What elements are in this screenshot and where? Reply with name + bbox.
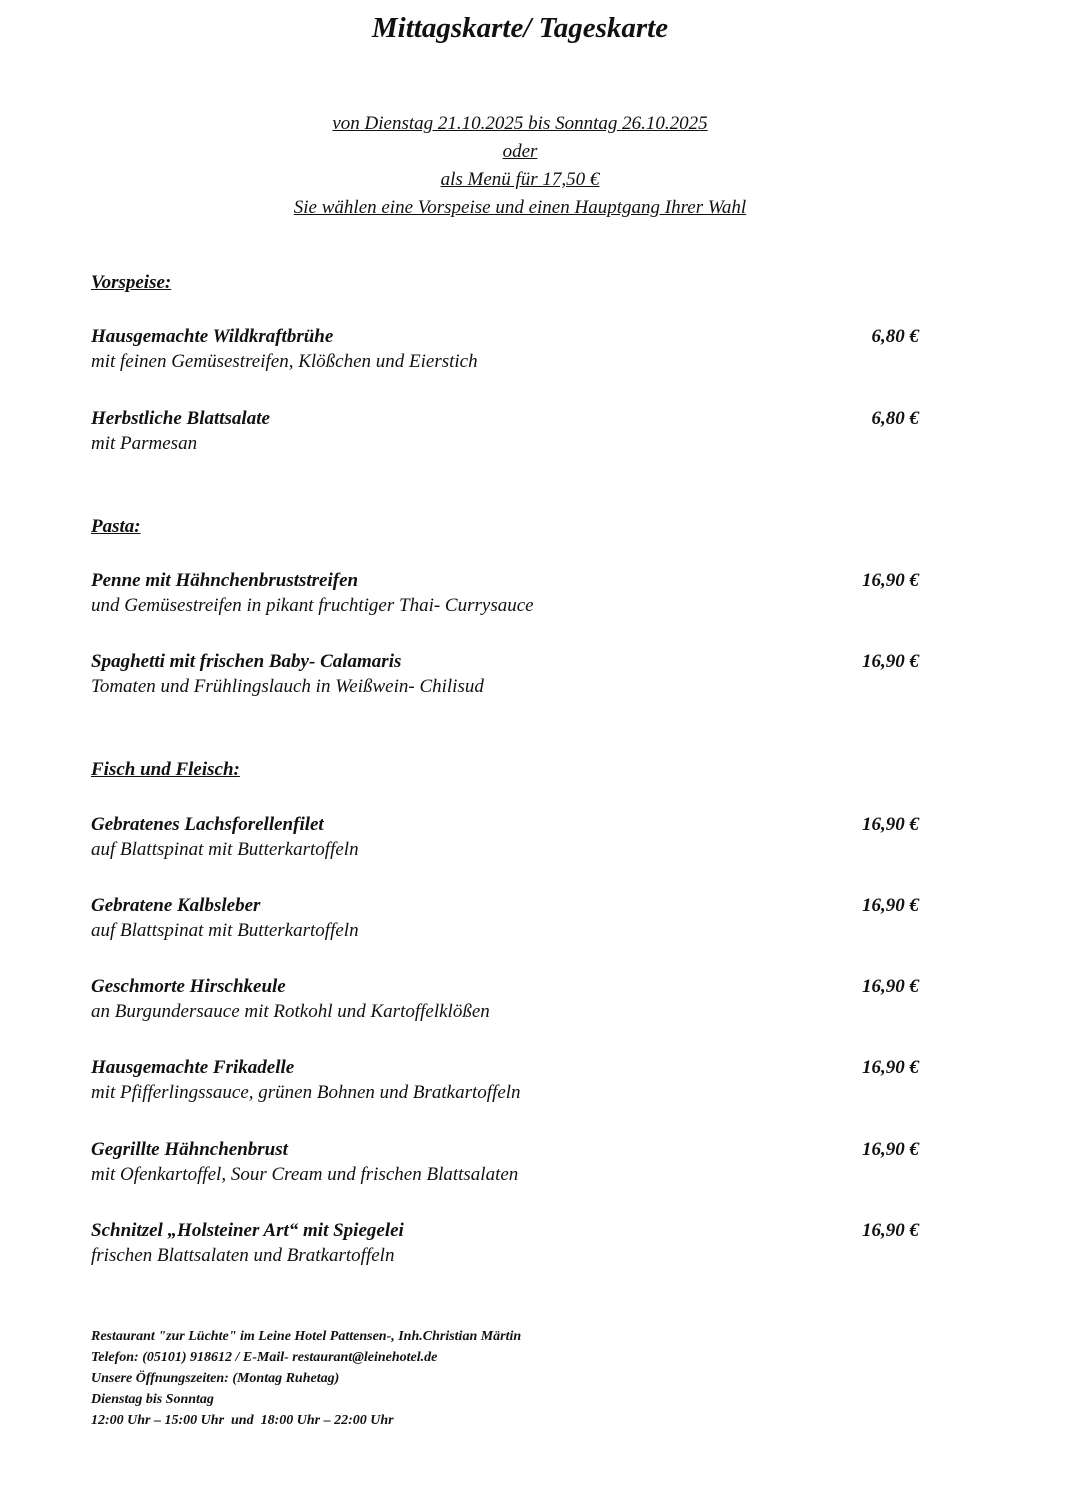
menu-offer: als Menü für 17,50 € [440, 169, 600, 190]
intro-block [0, 110, 1040, 222]
dish-description: und Gemüsestreifen in pikant fruchtiger Thai- Currysauce [91, 595, 534, 616]
footer-opening-label: Unsere Öffnungszeiten: (Montag Ruhetag) [91, 1371, 340, 1386]
dish-name: Penne mit Hähnchenbruststreifen [91, 570, 359, 591]
dish-description: auf Blattspinat mit Butterkartoffeln [91, 839, 359, 860]
menu-item [91, 1220, 921, 1267]
menu-item [91, 326, 921, 373]
dish-name: Gebratene Kalbsleber [91, 895, 261, 916]
dish-description: auf Blattspinat mit Butterkartoffeln [91, 920, 359, 941]
page-title: Mittagskarte/ Tageskarte [371, 12, 669, 44]
section-heading-pasta: Pasta: [91, 516, 141, 537]
menu-item [91, 651, 921, 698]
dish-description: frischen Blattsalaten und Bratkartoffeln [91, 1245, 395, 1266]
footer-restaurant: Restaurant "zur Lüchte" im Leine Hotel Pattensen-, Inh.Christian Märtin [91, 1329, 522, 1344]
footer-contact: Telefon: (05101) 918612 / E-Mail- restaurant@leinehotel.de [91, 1350, 438, 1365]
dish-description: an Burgundersauce mit Rotkohl und Kartoffelklößen [91, 1001, 490, 1022]
dish-name: Geschmorte Hirschkeule [91, 976, 286, 997]
section-heading-fisch-fleisch: Fisch und Fleisch: [91, 759, 240, 780]
dish-description: mit feinen Gemüsestreifen, Klößchen und Eierstich [91, 351, 478, 372]
dish-price: 16,90 € [862, 1057, 919, 1078]
menu-item [91, 976, 921, 1023]
dish-description: mit Parmesan [91, 433, 198, 454]
offer-period: von Dienstag 21.10.2025 bis Sonntag 26.10.2025 [332, 113, 708, 134]
menu-item [91, 570, 921, 617]
dish-name: Hausgemachte Frikadelle [91, 1057, 295, 1078]
dish-name: Gegrillte Hähnchenbrust [91, 1139, 288, 1160]
section-heading-vorspeise: Vorspeise: [91, 272, 172, 293]
menu-item [91, 408, 921, 455]
dish-description: mit Ofenkartoffel, Sour Cream und frischen Blattsalaten [91, 1164, 519, 1185]
dish-price: 16,90 € [862, 651, 919, 672]
dish-price: 16,90 € [862, 1139, 919, 1160]
dish-price: 16,90 € [862, 570, 919, 591]
dish-description: mit Pfifferlingssauce, grünen Bohnen und Bratkartoffeln [91, 1082, 521, 1103]
dish-name: Hausgemachte Wildkraftbrühe [91, 326, 334, 347]
dish-price: 6,80 € [871, 408, 919, 429]
menu-item [91, 1057, 921, 1104]
dish-name: Schnitzel „Holsteiner Art“ mit Spiegelei [91, 1220, 404, 1241]
dish-price: 16,90 € [862, 976, 919, 997]
dish-price: 16,90 € [862, 814, 919, 835]
menu-item [91, 814, 921, 861]
menu-note: Sie wählen eine Vorspeise und einen Hauptgang Ihrer Wahl [293, 197, 747, 218]
menu-item [91, 1139, 921, 1186]
menu-item [91, 895, 921, 942]
dish-description: Tomaten und Frühlingslauch in Weißwein- Chilisud [91, 676, 484, 697]
dish-price: 16,90 € [862, 1220, 919, 1241]
footer-hours: 12:00 Uhr – 15:00 Uhr und 18:00 Uhr – 22:00 Uhr [91, 1413, 394, 1428]
dish-price: 6,80 € [871, 326, 919, 347]
dish-name: Herbstliche Blattsalate [91, 408, 270, 429]
footer-info [91, 1326, 791, 1431]
dish-name: Gebratenes Lachsforellenfilet [91, 814, 324, 835]
dish-name: Spaghetti mit frischen Baby- Calamaris [91, 651, 402, 672]
footer-days: Dienstag bis Sonntag [91, 1392, 214, 1407]
offer-or: oder [502, 141, 538, 162]
dish-price: 16,90 € [862, 895, 919, 916]
